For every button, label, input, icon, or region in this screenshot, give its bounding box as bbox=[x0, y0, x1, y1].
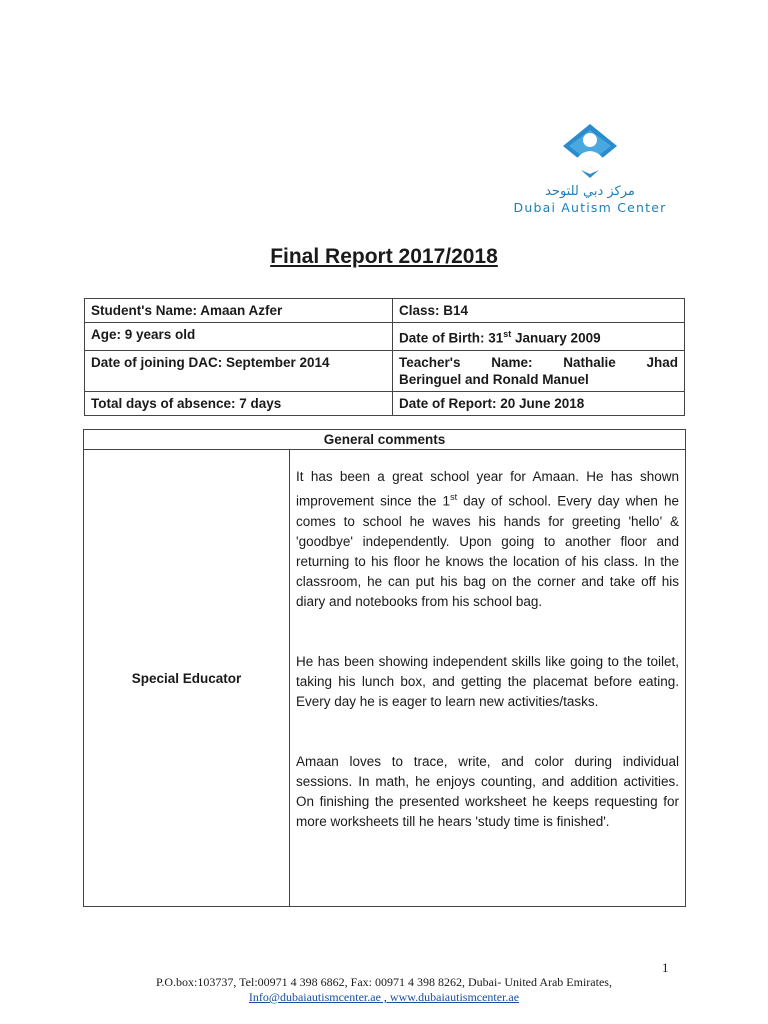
date-of-joining: Date of joining DAC: September 2014 bbox=[85, 350, 393, 391]
footer bbox=[0, 975, 768, 1005]
date-of-birth: Date of Birth: 31st January 2009 bbox=[393, 323, 685, 351]
comments-body bbox=[290, 450, 686, 907]
days-of-absence: Total days of absence: 7 days bbox=[85, 391, 393, 415]
footer-email-link[interactable]: Info@dubaiautismcenter.ae bbox=[248, 990, 381, 1004]
student-name: Student's Name: Amaan Azfer bbox=[85, 299, 393, 323]
teacher-name: Teacher's Name: Nathalie Jhad Beringuel and Ronald Manuel bbox=[393, 350, 685, 391]
general-comments-table bbox=[83, 429, 686, 907]
comment-paragraph-1: It has been a great school year for Amaan. He has shown improvement since the 1st day of school. Every day when he comes to school he waves his hands for greeting 'hello' & 'goodbye' independently. Upon going to another floor and returning to his floor he knows the location of his class. In the classroom, he can put his bag on the corner and take off his diary and notebooks from his school bag. bbox=[296, 469, 679, 609]
footer-separator: , bbox=[380, 990, 390, 1004]
student-class: Class: B14 bbox=[393, 299, 685, 323]
report-title: Final Report 2017/2018 bbox=[270, 245, 498, 268]
logo-arabic-text: مركز دبي للتوحد bbox=[545, 184, 635, 199]
date-of-report: Date of Report: 20 June 2018 bbox=[393, 391, 685, 415]
puzzle-head-icon bbox=[557, 122, 623, 180]
student-age: Age: 9 years old bbox=[85, 323, 393, 351]
footer-website-link[interactable]: www.dubaiautismcenter.ae bbox=[389, 990, 520, 1004]
comment-paragraph-3: Amaan loves to trace, write, and color during individual sessions. In math, he enjoys counting, and addition activities. On finishing the presented worksheet he keeps requesting for more worksheets till he hears 'study time is finished'. bbox=[296, 753, 679, 829]
footer-address: P.O.box:103737, Tel:00971 4 398 6862, Fax: 00971 4 398 8262, Dubai- United Arab Emirates, bbox=[156, 975, 612, 989]
dubai-autism-center-logo bbox=[505, 122, 675, 215]
logo-english-text: Dubai Autism Center bbox=[513, 200, 667, 215]
general-comments-header: General comments bbox=[84, 430, 686, 450]
page-number: 1 bbox=[662, 960, 669, 975]
student-info-table bbox=[84, 298, 685, 416]
role-special-educator: Special Educator bbox=[84, 450, 290, 907]
comment-paragraph-2: He has been showing independent skills like going to the toilet, taking his lunch box, and getting the placemat before eating. Every day he is eager to learn new activities/tasks. bbox=[296, 653, 679, 709]
